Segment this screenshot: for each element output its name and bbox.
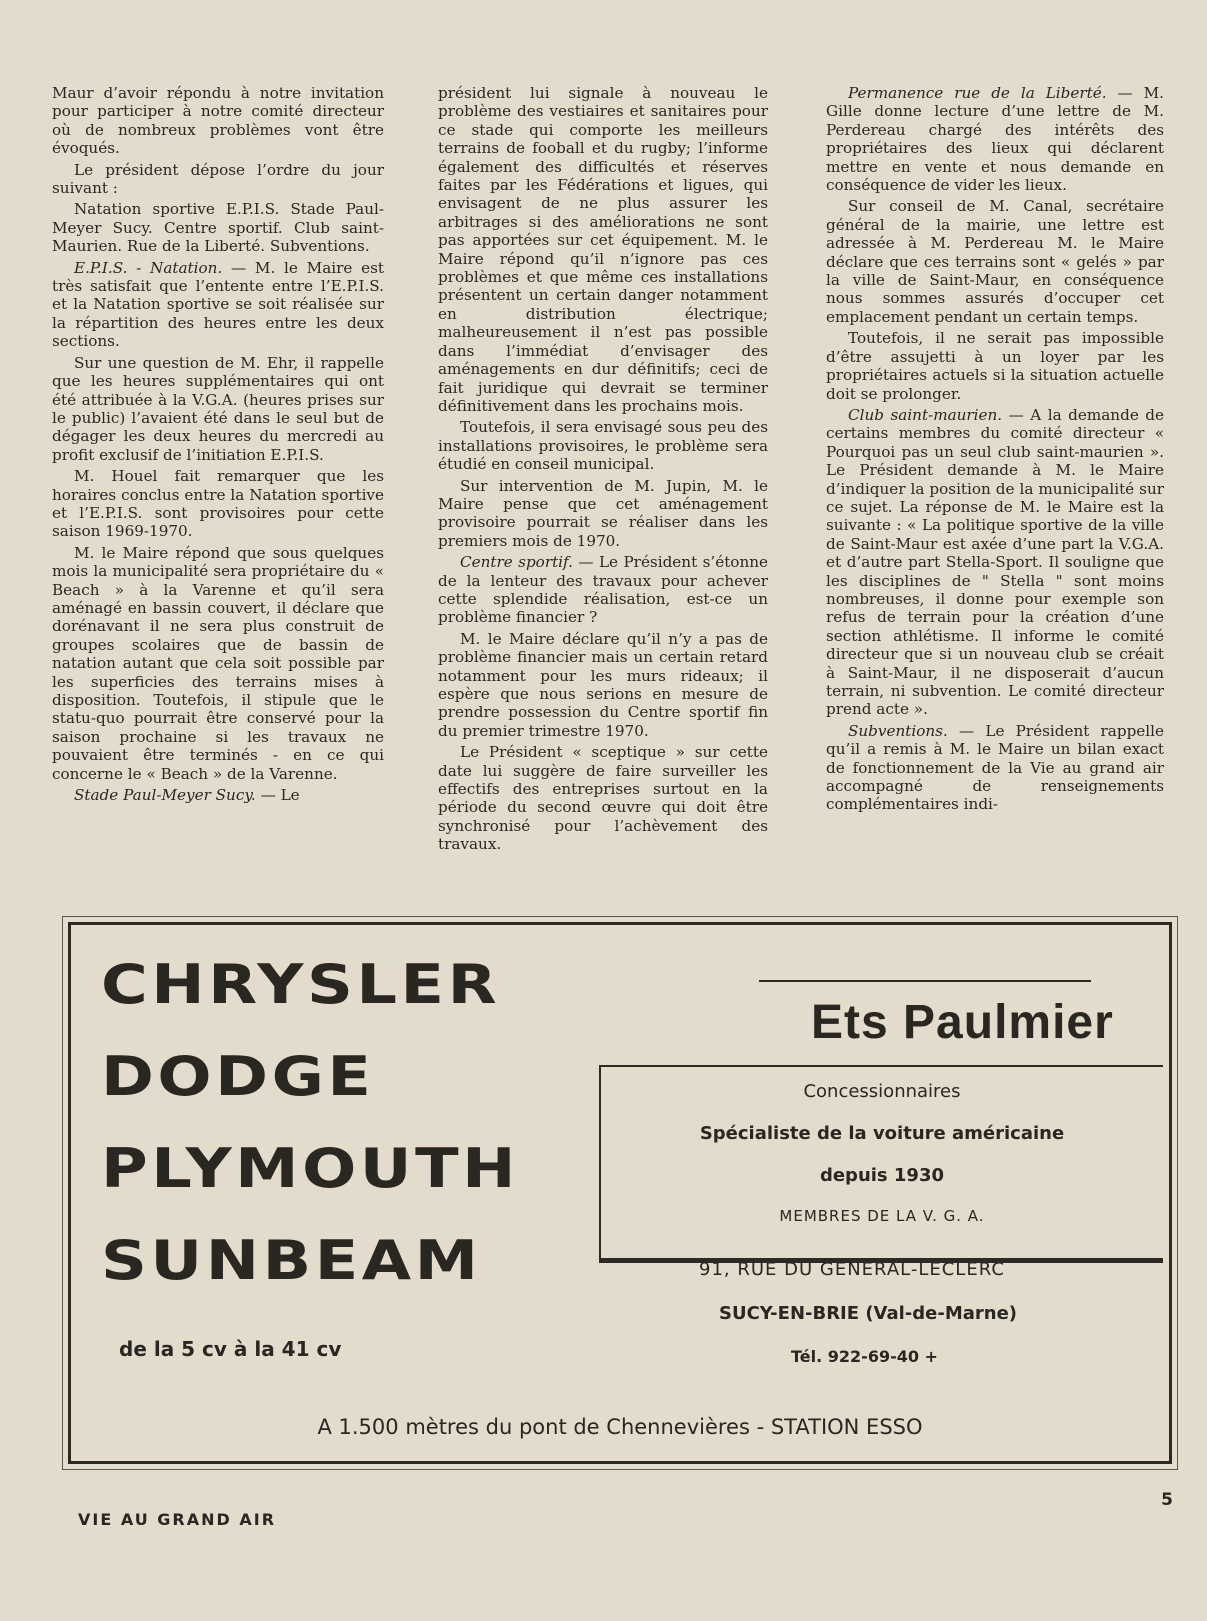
article-paragraph bbox=[438, 553, 768, 627]
article-paragraph: Sur conseil de M. Canal, secrétaire général de la mairie, une lettre est adressée à M. Perdereau M. le Maire déclare que ces terrains sont « gelés » par la ville de Saint-Maur, en conséquence nous sommes assurés d’occuper cet emplacement pendant un certain temps. bbox=[826, 197, 1164, 326]
power-range: de la 5 cv à la 41 cv bbox=[119, 1337, 342, 1361]
article-paragraph: président lui signale à nouveau le problème des vestiaires et sanitaires pour ce stade qui comporte les meilleurs terrains de fooball et du rugby; l’informe également des difficultés et réserves faites par les Fédérations et ligues, qui envisagent de ne plus assurer les arbitrages si des améliorations ne sont pas apportées sur cet équipement. M. le Maire répond qu’il n’ignore pas ces problèmes et que même ces installations présentent un certain danger notamment en distribution électrique; malheureusement il n’est pas possible dans l’immédiat d’envisager des aménagements en dur définitifs; ceci de fait juridique qui devrait se terminer définitivement dans les prochains mois. bbox=[438, 84, 768, 415]
section-heading: Permanence rue de la Liberté. bbox=[848, 84, 1107, 102]
publication-title: VIE AU GRAND AIR bbox=[78, 1510, 277, 1529]
section-text: — A la demande de certains membres du comité directeur « Pourquoi pas un seul club saint-maurien ». Le Président demande à M. le Maire d’indiquer la position de la municipalité sur ce sujet. La réponse de M. le Maire est la suivante : « La politique sportive de la ville de Saint-Maur est axée d’une part la V.G.A. et d’autre part Stella-Sport. Il souligne que les disciplines de " Stella " sont moins nombreuses, il donne pour exemple son refus de terrain pour la création d’une section athlétisme. Il informe le comité directeur que si un nouveau club se créait à Saint-Maur, il ne disposerait d’aucun terrain, ni subvention. Le comité directeur prend acte ». bbox=[826, 405, 1164, 719]
page-number: 5 bbox=[1161, 1490, 1173, 1510]
article-paragraph: M. Houel fait remarquer que les horaires conclus entre la Natation sportive et l’E.P.I.S. sont provisoires pour cette saison 1969-1970. bbox=[52, 467, 384, 541]
section-text: — M. le Maire est très satisfait que l’entente entre l’E.P.I.S. et la Natation sportive se soit réalisée sur la répartition des heures entre les deux sections. bbox=[52, 258, 384, 351]
article-column-1 bbox=[52, 84, 384, 804]
company-name: Ets Paulmier bbox=[811, 996, 1114, 1049]
article-paragraph: Le président dépose l’ordre du jour suivant : bbox=[52, 160, 384, 198]
brand-sunbeam: SUNBEAM bbox=[101, 1229, 482, 1292]
article-paragraph: M. le Maire répond que sous quelques mois la municipalité sera propriétaire du « Beach » à la Varenne et qu’il sera aménagé en bassin couvert, il déclare que dorénavant il ne sera plus construit de groupes scolaires que de bassin de natation autant que cela soit possible par les superficies des terrains mises à disposition. Toutefois, il stipule que le statu-quo pourrait être conservé pour la saison prochaine si les travaux ne pouvaient être terminés - en ce qui concerne le « Beach » de la Varenne. bbox=[52, 543, 384, 783]
article-paragraph: Toutefois, il sera envisagé sous peu des installations provisoires, le problème sera étudié en conseil municipal. bbox=[438, 418, 768, 474]
phone: Tél. 922-69-40 + bbox=[791, 1347, 938, 1366]
section-heading: Stade Paul-Meyer Sucy. bbox=[74, 786, 256, 805]
section-heading: Centre sportif. bbox=[460, 553, 573, 572]
section-heading: E.P.I.S. - Natation. bbox=[74, 258, 223, 277]
specialty: Spécialiste de la voiture américaine bbox=[699, 1123, 1065, 1144]
article-paragraph: Sur une question de M. Ehr, il rappelle que les heures supplémentaires qui ont été attribuée à la V.G.A. (heures prises sur le public) l’avaient été dans le seul but de dégager les deux heures du mercredi au profit exclusif de l’initiation E.P.I.S. bbox=[52, 353, 384, 464]
membership: MEMBRES DE LA V. G. A. bbox=[779, 1207, 985, 1225]
address: 91, RUE DU GÉNÉRAL-LECLERC bbox=[699, 1259, 1005, 1280]
article-paragraph: Natation sportive E.P.I.S. Stade Paul-Meyer Sucy. Centre sportif. Club saint-Maurien. Rue de la Liberté. Subventions. bbox=[52, 200, 384, 256]
article-paragraph bbox=[52, 786, 384, 804]
section-heading: Club saint-maurien. bbox=[848, 405, 1003, 424]
info-box bbox=[599, 1065, 1163, 1263]
article-paragraph bbox=[826, 84, 1164, 194]
since-year: depuis 1930 bbox=[819, 1165, 945, 1186]
role: Concessionnaires bbox=[803, 1081, 961, 1102]
article-paragraph: Toutefois, il ne serait pas impossible d’être assujetti à un loyer par les propriétaires actuels si la situation actuelle doit se prolonger. bbox=[826, 329, 1164, 403]
article-paragraph: Maur d’avoir répondu à notre invitation pour participer à notre comité directeur où de nombreux problèmes vont être évoqués. bbox=[52, 84, 384, 158]
section-text: — Le Président rappelle qu’il a remis à M. le Maire un bilan exact de fonctionnement de la Vie au grand air accompagné de renseignements complémentaires indi- bbox=[826, 721, 1164, 814]
article-column-2 bbox=[438, 84, 768, 854]
top-rule bbox=[759, 980, 1091, 982]
section-text: — M. Gille donne lecture d’une lettre de M. Perdereau chargé des intérêts des propriétaires des lieux qui déclarent mettre en vente et nous demande en conséquence de vider les lieux. bbox=[826, 84, 1164, 195]
article-paragraph bbox=[52, 259, 384, 351]
article-paragraph: Le Président « sceptique » sur cette date lui suggère de faire surveiller les effectifs des entreprises surtout en la période du second œuvre qui doit être synchronisé pour l’achèvement des travaux. bbox=[438, 743, 768, 854]
article-paragraph bbox=[826, 722, 1164, 814]
article-paragraph: M. le Maire déclare qu’il n’y a pas de problème financier mais un certain retard notamment pour les murs rideaux; il espère que nous serions en mesure de prendre possession du Centre sportif fin du premier trimestre 1970. bbox=[438, 629, 768, 740]
article-paragraph: Sur intervention de M. Jupin, M. le Maire pense que cet aménagement provisoire pourrait se réaliser dans les premiers mois de 1970. bbox=[438, 476, 768, 550]
section-text: — Le bbox=[255, 786, 300, 805]
city: SUCY-EN-BRIE (Val-de-Marne) bbox=[719, 1303, 1018, 1324]
brand-dodge: DODGE bbox=[101, 1045, 375, 1108]
article-paragraph bbox=[826, 406, 1164, 719]
location: A 1.500 mètres du pont de Chennevières - STATION ESSO bbox=[317, 1415, 923, 1439]
advertisement bbox=[68, 922, 1172, 1464]
article-column-3 bbox=[826, 84, 1164, 814]
section-text: — Le Président s’étonne de la lenteur des travaux pour achever cette splendide réalisation, est-ce un problème financier ? bbox=[438, 553, 768, 627]
brand-chrysler: CHRYSLER bbox=[101, 953, 501, 1016]
section-heading: Subventions. bbox=[848, 721, 948, 740]
brand-plymouth: PLYMOUTH bbox=[101, 1137, 519, 1200]
